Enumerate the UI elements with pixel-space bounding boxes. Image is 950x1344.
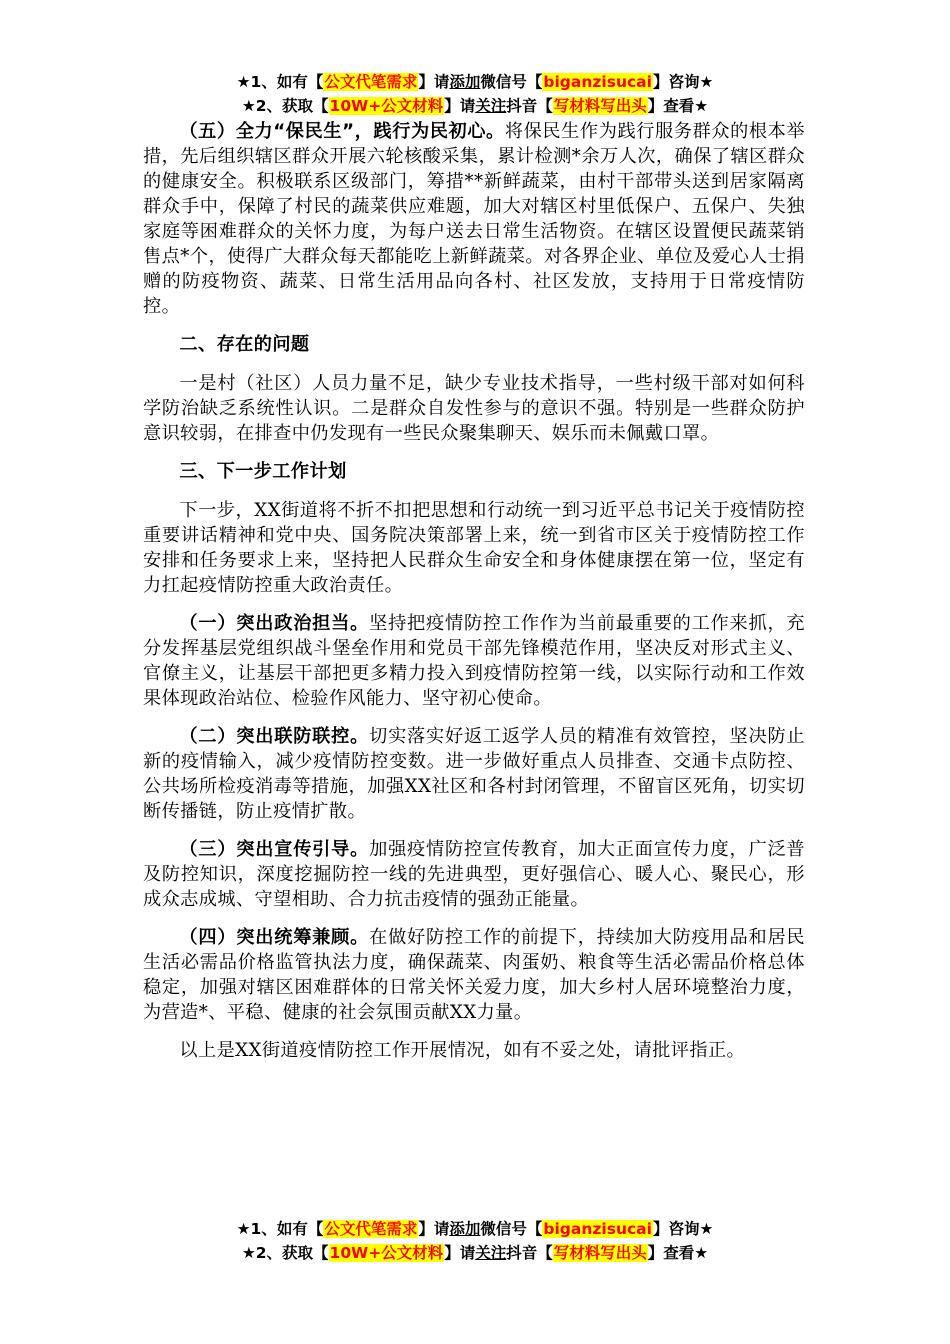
highlight-douyin: 写材料写出头 — [553, 1244, 647, 1262]
highlight-ghostwriting: 公文代笔需求 — [324, 1220, 418, 1238]
highlight-wechat-id: biganzisucai — [543, 73, 652, 91]
paragraph-coordination: （四）突出统筹兼顾。在做好防控工作的前提下，持续加大防疫用品和居民生活必需品价格监管执法力度，确保蔬菜、肉蛋奶、粮食等生活必需品价格总体稳定，加强对辖区困难群体的日常关怀关爱力度，加大乡村人居环境整治力度，为营造*、平稳、健康的社会氛围贡献XX力量。 — [143, 927, 805, 1023]
highlight-materials: 10W+公文材料 — [329, 97, 444, 115]
paragraph-joint-control: （二）突出联防联控。切实落实好返工返学人员的精准有效管控，坚决防止新的疫情输入，减少疫情防控变数。进一步做好重点人员排查、交通卡点防控、公共场所检疫消毒等措施，加强XX社区和各村封闭管理，不留盲区死角，切实切断传播链，防止疫情扩散。 — [143, 726, 805, 822]
paragraph-closing: 以上是XX街道疫情防控工作开展情况，如有不妥之处，请批评指正。 — [179, 1040, 746, 1061]
highlight-ghostwriting: 公文代笔需求 — [324, 73, 418, 91]
heading-problems: 二、存在的问题 — [179, 334, 310, 355]
document-body — [143, 119, 805, 1076]
highlight-materials: 10W+公文材料 — [329, 1244, 444, 1262]
paragraph-problems: 一是村（社区）人员力量不足，缺少专业技术指导，一些村级干部对如何科学防治缺乏系统性认识。二是群众自发性参与的意识不强。特别是一些群众防护意识较弱，在排查中仍发现有一些民众聚集聊天、娱乐而未佩戴口罩。 — [143, 373, 805, 444]
paragraph-wu: （五）全力“保民生”，践行为民初心。将保民生作为践行服务群众的根本举措，先后组织辖区群众开展六轮核酸采集，累计检测*余万人次，确保了辖区群众的健康安全。积极联系区级部门，筹措**新鲜蔬菜，由村干部带头送到居家隔离群众手中，保障了村民的蔬菜供应难题，加大对辖区村里低保户、五保户、失独家庭等困难群众的关怀力度，为每户送去日常生活物资。在辖区设置便民蔬菜销售点*个，使得广大群众每天都能吃上新鲜蔬菜。对各界企业、单位及爱心人士捐赠的防疫物资、蔬菜、日常生活用品向各村、社区发放，支持用于日常疫情防控。 — [143, 121, 805, 317]
highlight-wechat-id: biganzisucai — [543, 1220, 652, 1238]
promo-line-1: ★1、如有【公文代笔需求】请添加微信号【biganzisucai】咨询★ — [236, 1220, 714, 1238]
promo-line-2: ★2、获取【10W+公文材料】请关注抖音【写材料写出头】查看★ — [241, 1244, 709, 1262]
heading-next-plan: 三、下一步工作计划 — [179, 461, 347, 482]
paragraph-next-plan: 下一步，XX街道将不折不扣把思想和行动统一到习近平总书记关于疫情防控重要讲话精神和党中央、国务院决策部署上来，统一到省市区关于疫情防控工作安排和任务要求上来，坚持把人民群众生命安全和身体健康摆在第一位，坚定有力扛起疫情防控重大政治责任。 — [143, 500, 805, 596]
promo-line-2: ★2、获取【10W+公文材料】请关注抖音【写材料写出头】查看★ — [241, 97, 709, 115]
paragraph-political: （一）突出政治担当。坚持把疫情防控工作作为当前最重要的工作来抓，充分发挥基层党组织战斗堡垒作用和党员干部先锋模范作用，坚决反对形式主义、官僚主义，让基层干部把更多精力投入到疫情防控第一线，以实际行动和工作效果体现政治站位、检验作风能力、坚守初心使命。 — [143, 613, 805, 709]
paragraph-publicity: （三）突出宣传引导。加强疫情防控宣传教育，加大正面宣传力度，广泛普及防控知识，深度挖掘防控一线的先进典型，更好强信心、暖人心、聚民心，形成众志成城、守望相助、合力抗击疫情的强劲正能量。 — [143, 839, 805, 910]
promo-banner-top — [0, 70, 950, 118]
promo-banner-bottom — [0, 1217, 950, 1265]
promo-line-1: ★1、如有【公文代笔需求】请添加微信号【biganzisucai】咨询★ — [236, 73, 714, 91]
highlight-douyin: 写材料写出头 — [553, 97, 647, 115]
